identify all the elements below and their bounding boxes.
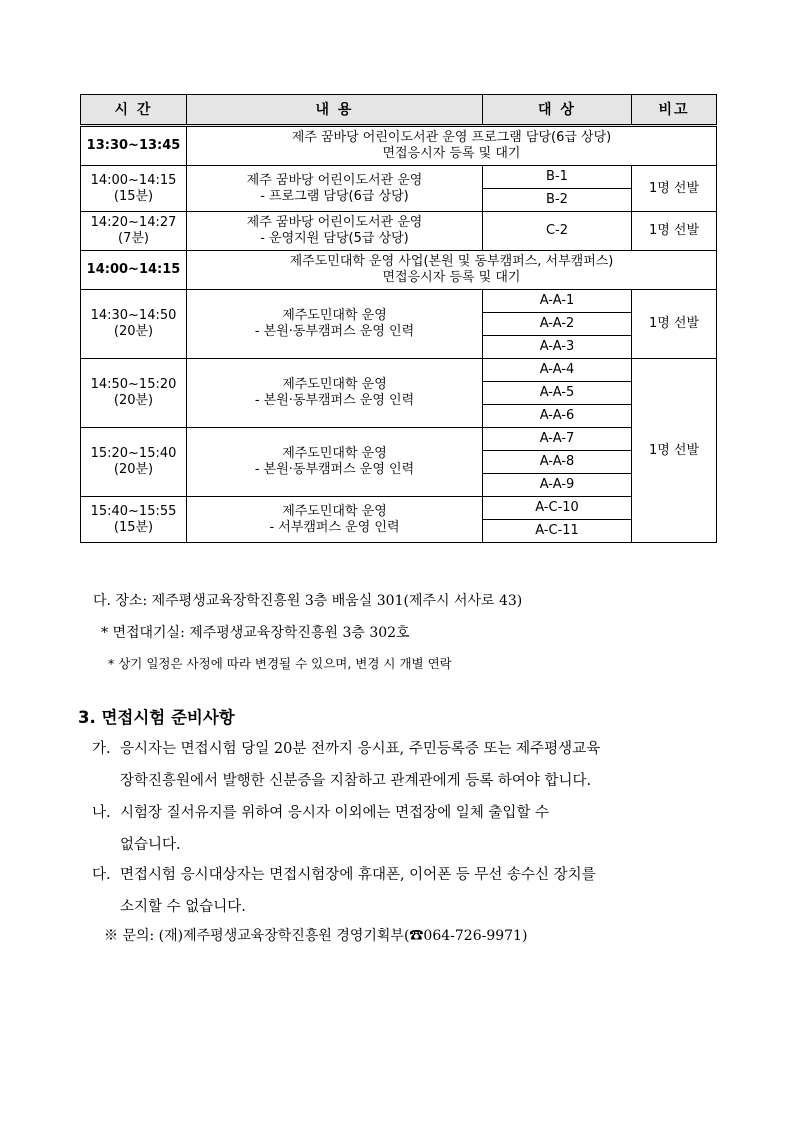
header-note: 비고 bbox=[632, 95, 717, 126]
note-cell: 1명 선발 bbox=[632, 166, 717, 212]
content-line: 제주 꿈바당 어린이도서관 운영 bbox=[246, 215, 423, 230]
content-line: 제주도민대학 운영 bbox=[282, 308, 387, 323]
time-cell bbox=[81, 497, 187, 543]
item-text: 응시자는 면접시험 당일 20분 전까지 응시표, 주민등록증 또는 제주평생교육 bbox=[120, 741, 601, 757]
item-label: 다. bbox=[92, 867, 111, 883]
time-cell: 13:30~13:45 bbox=[81, 126, 187, 166]
target-cell: C-2 bbox=[483, 212, 632, 251]
target-cell: A-A-6 bbox=[483, 405, 632, 428]
table-row bbox=[81, 497, 717, 520]
target-cell: A-A-8 bbox=[483, 451, 632, 474]
content-line: - 프로그램 담당(6급 상당) bbox=[260, 188, 409, 204]
time-cell bbox=[81, 359, 187, 428]
note-cell: 1명 선발 bbox=[632, 359, 717, 543]
content-line: 면접응시자 등록 및 대기 bbox=[382, 270, 521, 285]
content-cell bbox=[187, 251, 717, 290]
table-row bbox=[81, 126, 717, 166]
target-cell: A-C-11 bbox=[483, 520, 632, 543]
phone-icon: ☎ bbox=[409, 928, 424, 944]
content-line: - 운영지원 담당(5급 상당) bbox=[260, 231, 409, 246]
place-note: 다. 장소: 제주평생교육장학진흥원 3층 배움실 301(제주시 서사로 43) bbox=[93, 593, 523, 609]
target-cell: A-A-2 bbox=[483, 313, 632, 336]
table-header-row bbox=[81, 95, 717, 126]
time-cell bbox=[81, 428, 187, 497]
table-row bbox=[81, 251, 717, 290]
time-range: 15:20~15:40 bbox=[90, 446, 177, 461]
content-line: - 본원·동부캠퍼스 운영 인력 bbox=[254, 393, 415, 408]
time-range: 14:50~15:20 bbox=[90, 377, 177, 392]
contact-phone: 064-726-9971) bbox=[423, 928, 528, 944]
content-line: 제주 꿈바당 어린이도서관 운영 프로그램 담당(6급 상당) bbox=[291, 130, 612, 145]
target-cell: A-A-7 bbox=[483, 428, 632, 451]
time-cell bbox=[81, 166, 187, 212]
content-cell bbox=[187, 126, 717, 166]
item-text-continued: 없습니다. bbox=[120, 837, 181, 853]
time-range: 15:40~15:55 bbox=[90, 503, 177, 519]
time-cell: 14:00~14:15 bbox=[81, 251, 187, 290]
target-cell: A-A-3 bbox=[483, 336, 632, 359]
header-time: 시 간 bbox=[81, 95, 187, 126]
section-title: 3. 면접시험 준비사항 bbox=[78, 708, 235, 727]
content-line: 면접응시자 등록 및 대기 bbox=[382, 146, 521, 161]
time-duration: (20분) bbox=[113, 324, 154, 339]
header-content: 내 용 bbox=[187, 95, 483, 126]
target-cell: A-A-9 bbox=[483, 474, 632, 497]
table-row bbox=[81, 212, 717, 251]
contact-text: 문의: (재)제주평생교육장학진흥원 경영기획부( bbox=[122, 928, 410, 944]
content-cell bbox=[187, 428, 483, 497]
target-cell: A-A-4 bbox=[483, 359, 632, 382]
target-cell: B-2 bbox=[483, 189, 632, 212]
time-duration: (15분) bbox=[113, 188, 154, 204]
list-item bbox=[92, 859, 718, 923]
contact-line bbox=[104, 925, 527, 945]
target-cell: B-1 bbox=[483, 166, 632, 189]
item-text-continued: 소지할 수 없습니다. bbox=[120, 899, 246, 915]
header-target: 대 상 bbox=[483, 95, 632, 126]
content-line: 제주도민대학 운영 bbox=[282, 446, 387, 461]
content-cell bbox=[187, 166, 483, 212]
time-range: 14:30~14:50 bbox=[90, 308, 177, 323]
table-row bbox=[81, 359, 717, 382]
table-row bbox=[81, 428, 717, 451]
content-line: 제주도민대학 운영 bbox=[282, 377, 387, 392]
time-cell bbox=[81, 212, 187, 251]
reference-mark: ※ bbox=[104, 928, 118, 944]
table-row bbox=[81, 290, 717, 313]
time-duration: (15분) bbox=[113, 519, 154, 535]
item-text: 면접시험 응시대상자는 면접시험장에 휴대폰, 이어폰 등 무선 송수신 장치를 bbox=[120, 867, 596, 883]
list-item bbox=[92, 733, 718, 797]
content-line: 제주 꿈바당 어린이도서관 운영 bbox=[246, 172, 423, 188]
time-duration: (20분) bbox=[113, 462, 154, 477]
content-cell bbox=[187, 212, 483, 251]
waiting-room-note: * 면접대기실: 제주평생교육장학진흥원 3층 302호 bbox=[101, 625, 410, 641]
item-label: 가. bbox=[92, 741, 111, 757]
time-cell bbox=[81, 290, 187, 359]
item-label: 나. bbox=[92, 805, 111, 821]
content-line: - 서부캠퍼스 운영 인력 bbox=[269, 519, 400, 535]
list-item bbox=[92, 797, 718, 861]
time-range: 14:20~14:27 bbox=[90, 215, 177, 230]
content-line: - 본원·동부캠퍼스 운영 인력 bbox=[254, 324, 415, 339]
item-text: 시험장 질서유지를 위하여 응시자 이외에는 면접장에 일체 출입할 수 bbox=[120, 805, 550, 821]
target-cell: A-A-1 bbox=[483, 290, 632, 313]
table-row bbox=[81, 166, 717, 189]
interview-schedule-table bbox=[80, 94, 717, 543]
content-cell bbox=[187, 359, 483, 428]
time-range: 14:00~14:15 bbox=[90, 172, 177, 188]
content-cell bbox=[187, 497, 483, 543]
note-cell: 1명 선발 bbox=[632, 290, 717, 359]
target-cell: A-A-5 bbox=[483, 382, 632, 405]
note-cell: 1명 선발 bbox=[632, 212, 717, 251]
schedule-change-note: * 상기 일정은 사정에 따라 변경될 수 있으며, 변경 시 개별 연락 bbox=[108, 656, 452, 671]
content-line: 제주도민대학 운영 사업(본원 및 동부캠퍼스, 서부캠퍼스) bbox=[289, 254, 614, 269]
content-line: - 본원·동부캠퍼스 운영 인력 bbox=[254, 462, 415, 477]
item-text-continued: 장학진흥원에서 발행한 신분증을 지참하고 관계관에게 등록 하여야 합니다. bbox=[120, 773, 592, 789]
target-cell: A-C-10 bbox=[483, 497, 632, 520]
content-cell bbox=[187, 290, 483, 359]
time-duration: (7분) bbox=[118, 231, 149, 246]
time-duration: (20분) bbox=[113, 393, 154, 408]
content-line: 제주도민대학 운영 bbox=[282, 503, 387, 519]
